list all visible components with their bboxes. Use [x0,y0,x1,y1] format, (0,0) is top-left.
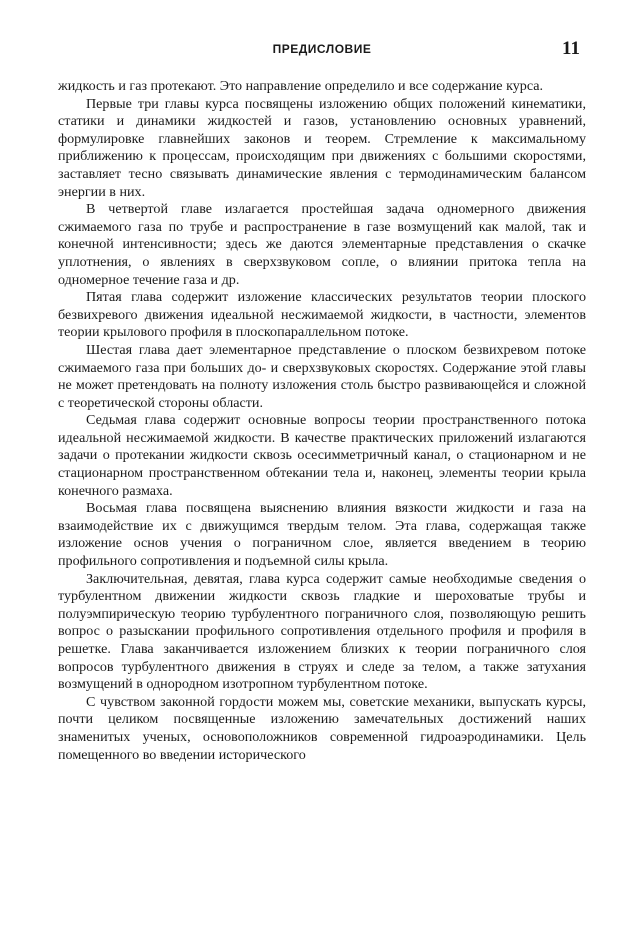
paragraph-continued: жидкость и газ протекают. Это направление определило и все содержание курса. [58,78,544,94]
body-text [58,78,586,764]
paragraph: Первые три главы курса посвящены изложению общих положений кинематики, статики и динамики жидкостей и газов, установлению основных уравнений, формулировке главнейших законов и теорем. Стремление к максимальному приближению к процессам, происходящим при движениях с большими скоростями, заставляет тесно связывать динамические явления с термодинамическим балансом энергии в них. [58,95,586,200]
paragraph: Восьмая глава посвящена выяснению влияния вязкости жидкости и газа на взаимодействие их с движущимся твердым телом. Эта глава, содержащая также изложение основ учения о пограничном слое, является введением в теорию профильного сопротивления и подъемной силы крыла. [58,500,586,570]
page-header [58,38,586,64]
paragraph: Шестая глава дает элементарное представление о плоском безвихревом потоке сжимаемого газа при больших до- и сверхзвуковых скоростях. Содержание этой главы не может претендовать на полноту изложения столь быстро развивающейся и сложной с теоретической стороны области. [58,341,586,411]
book-page [58,38,586,764]
paragraph: Пятая глава содержит изложение классических результатов теории плоского безвихревого движения идеальной несжимаемой жидкости, в частности, элементов теории крылового профиля в плоскопараллельном потоке. [58,289,586,341]
paragraph: С чувством законной гордости можем мы, советские механики, выпускать курсы, почти целиком посвященные изложению замечательных достижений наших знаменитых ученых, основоположников современной гидроаэродинамики. Цель помещенного во введении исторического [58,693,586,763]
running-title: ПРЕДИСЛОВИЕ [272,42,372,56]
paragraph: В четвертой главе излагается простейшая задача одномерного движения сжимаемого газа по трубе и распространение в газе возмущений как малой, так и конечной интенсивности; здесь же даются элементарные представления о скачке уплотнения, о явлениях в сверхзвуковом сопле, о влиянии притока тепла на одномерное течение газа и др. [58,201,586,288]
page-number: 11 [562,38,580,59]
paragraph: Заключительная, девятая, глава курса содержит самые необходимые сведения о турбулентном движении жидкости сквозь гладкие и шероховатые трубы и полуэмпирическую теорию турбулентного пограничного слоя, позволяющую решить вопрос о разыскании профильного сопротивления отдельного профиля и профиля в решетке. Глава заканчивается изложением близких к теории пограничного слоя вопросов турбулентного движения в струях и следе за телом, а также затухания возмущений в однородном изотропном турбулентном потоке. [58,570,586,693]
paragraph: Седьмая глава содержит основные вопросы теории пространственного потока идеальной несжимаемой жидкости. В качестве практических приложений излагаются задачи о протекании жидкости сквозь осесимметричный канал, о стационарном и не стационарном пространственном обтекании тела и, наконец, элементы теории крыла конечного размаха. [58,412,586,499]
